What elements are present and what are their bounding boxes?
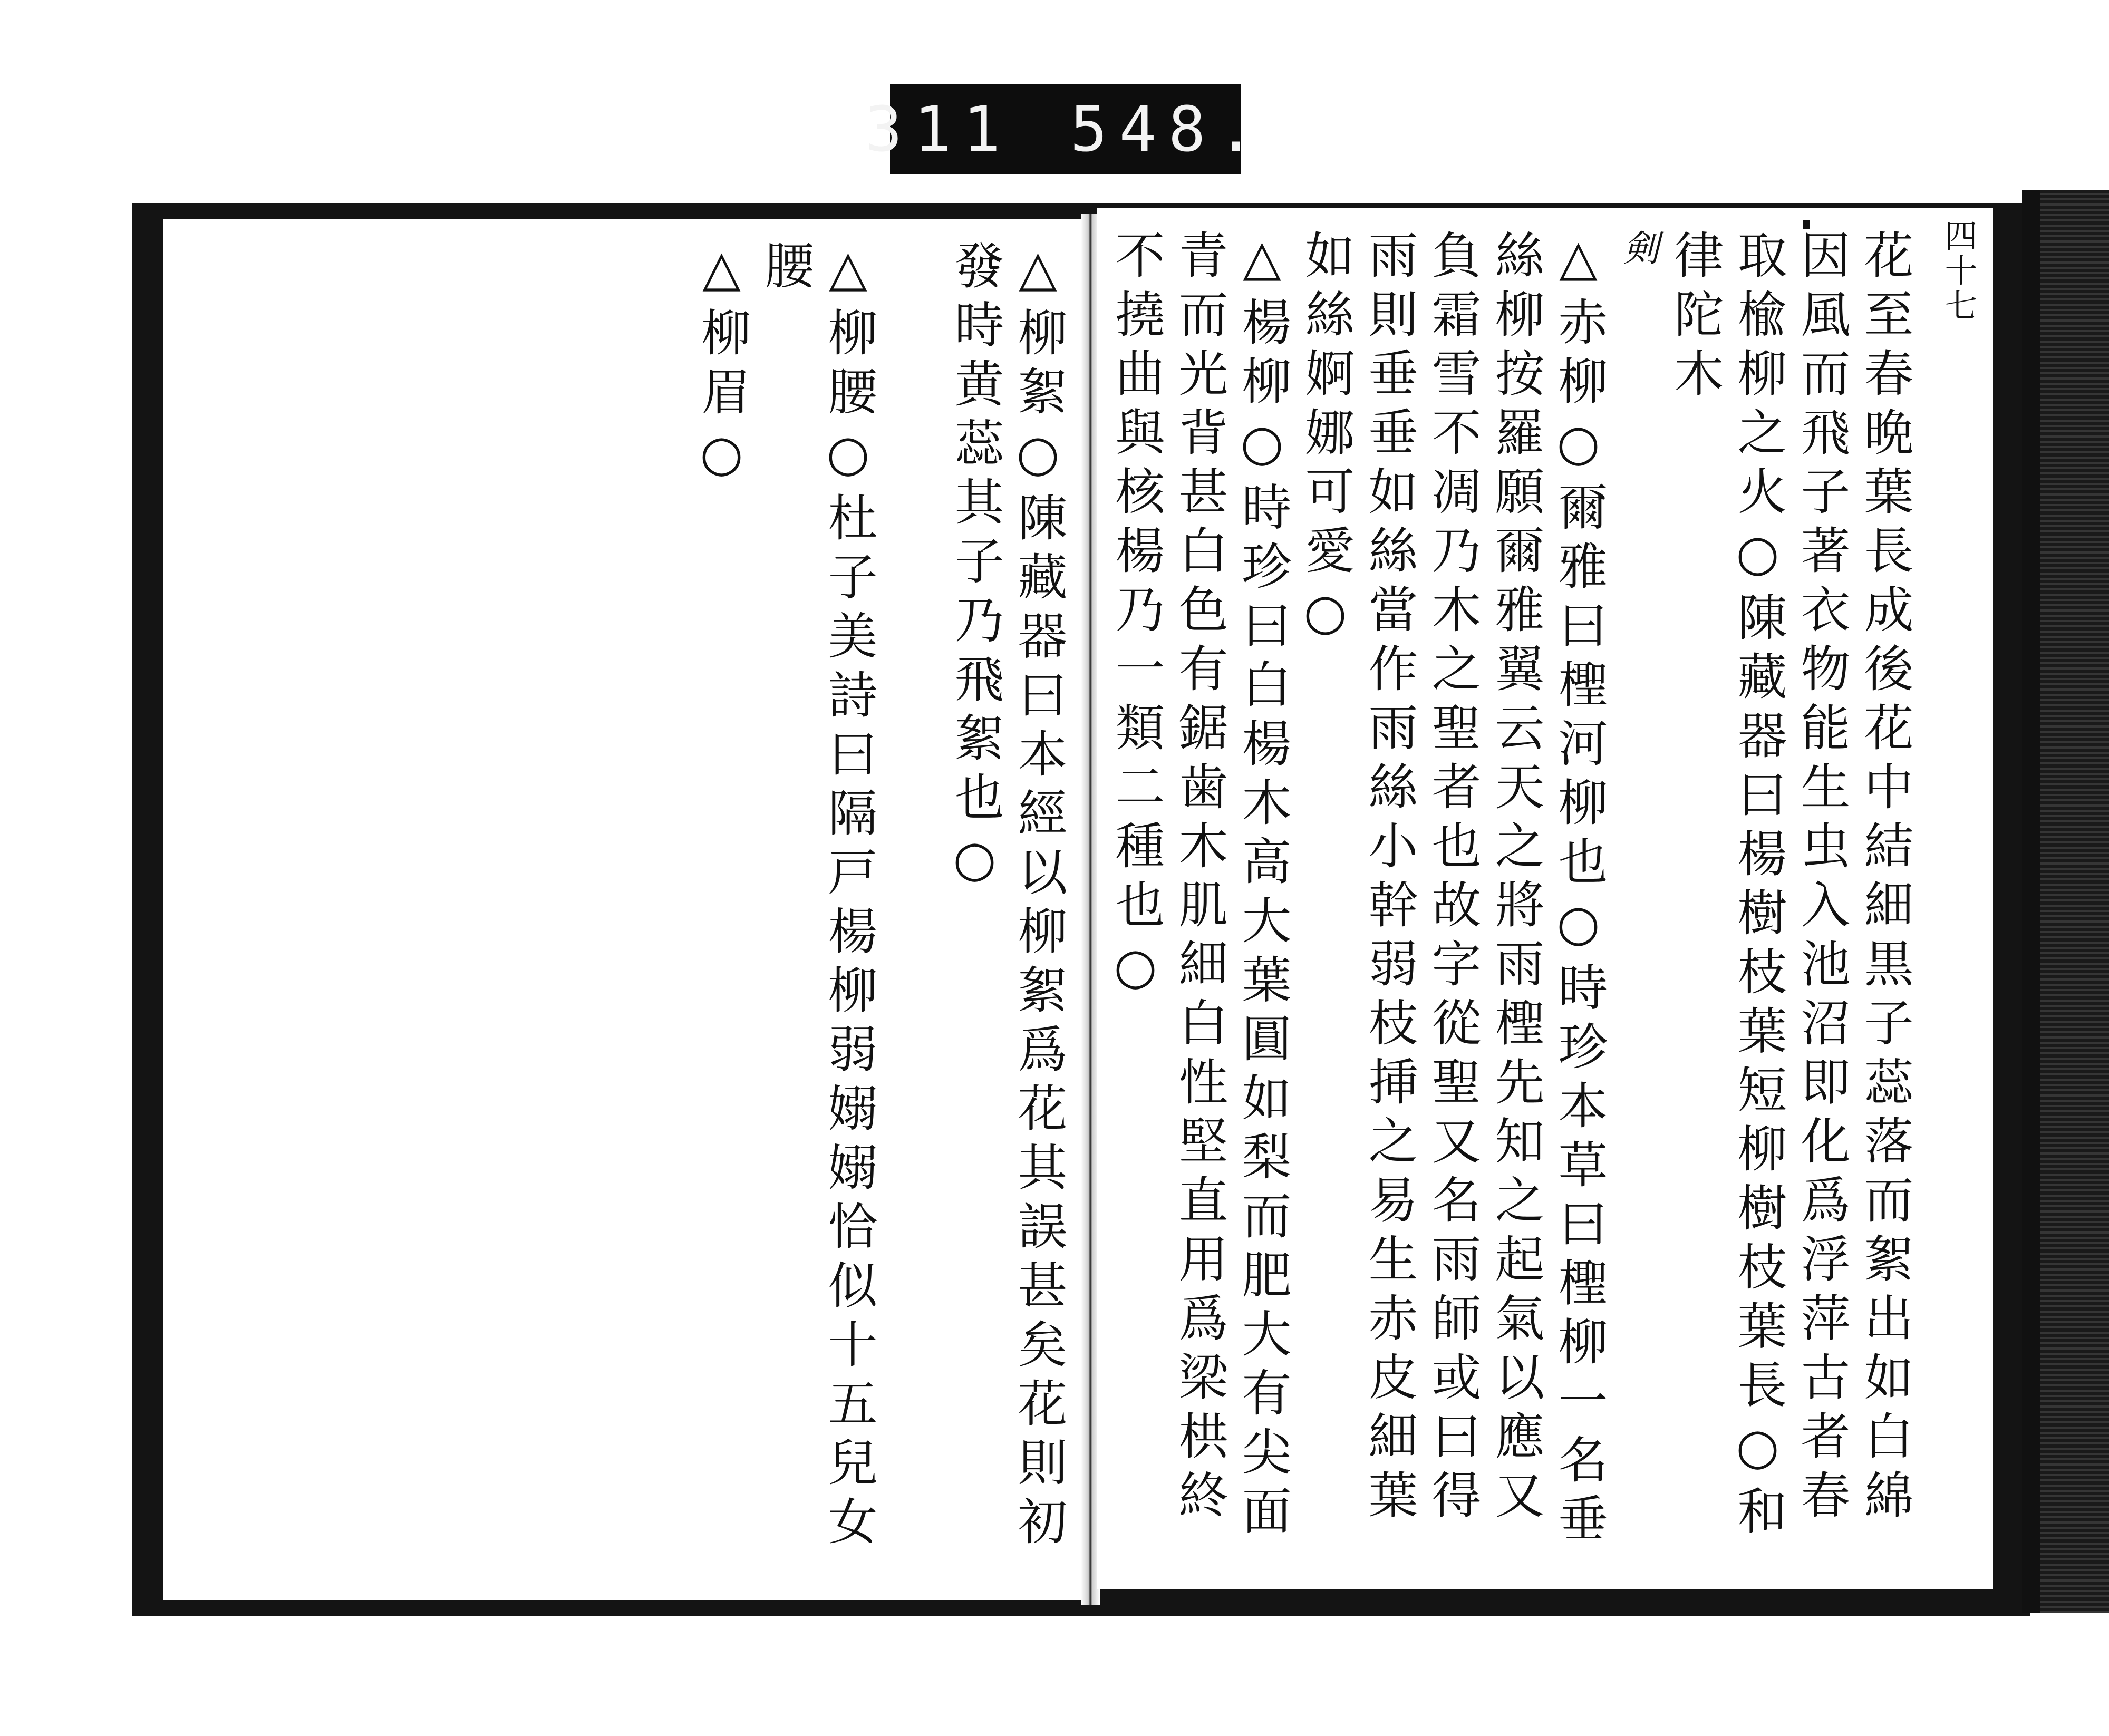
right-column-7: 絲柳按羅願爾雅翼云天之將雨檉先知之起氣以應又 <box>1486 229 1544 1528</box>
right-column-6: △赤柳○爾雅曰檉河柳也○時珍本草曰檉柳一名垂 <box>1550 229 1607 1552</box>
right-column-1: 花至春晩葉長成後花中結細黒子蕊落而絮出如白綿 <box>1855 229 1913 1528</box>
right-column-10: 如絲婀娜可愛○ <box>1297 229 1354 651</box>
ink-dot <box>1803 220 1810 229</box>
folio-number: 四十七 <box>1939 219 1978 323</box>
right-column-13: 不撓曲與核楊乃一類二種也○ <box>1107 229 1164 1005</box>
right-column-5: 剣 <box>1617 229 1659 268</box>
right-column-8: 負霜雪不凋乃木之聖者也故字從聖又名雨師或曰得 <box>1423 229 1481 1528</box>
left-column-2: △柳絮○陳藏器曰本經以柳絮爲花其誤甚矣花則初 <box>1009 240 1067 1555</box>
right-column-4: 律陀木 <box>1666 229 1723 406</box>
right-column-9: 雨則垂垂如絲當作雨絲小幹弱枝挿之易生赤皮細葉 <box>1360 229 1417 1528</box>
right-column-2: 因風而飛子著衣物能生虫入池沼即化爲浮萍古者春 <box>1792 229 1850 1528</box>
right-column-12: 青而光背甚白色有鋸歯木肌細白性堅直用爲梁栱終 <box>1170 229 1227 1528</box>
left-page <box>163 219 1083 1600</box>
left-column-4: △柳腰○杜子美詩曰隔戸楊柳弱嫋嫋恰似十五兒女 <box>819 240 877 1555</box>
left-column-6: △柳眉○ <box>693 240 750 492</box>
right-column-11: △楊柳○時珍曰白楊木高大葉圓如梨而肥大有尖面 <box>1233 229 1291 1544</box>
left-column-3: 發時黄蕊其子乃飛絮也○ <box>946 240 1003 897</box>
right-column-3: 取楡柳之火○陳藏器曰楊樹枝葉短柳樹枝葉長○和 <box>1729 229 1786 1544</box>
catalog-number-right: 548. <box>1070 93 1266 166</box>
book-edge-texture <box>2040 190 2109 1613</box>
right-page <box>1097 208 1993 1589</box>
open-book <box>132 203 2030 1616</box>
catalog-number-left: 311 <box>865 93 1012 166</box>
catalog-number-tag <box>865 84 1266 174</box>
left-column-5: 腰 <box>756 240 814 299</box>
